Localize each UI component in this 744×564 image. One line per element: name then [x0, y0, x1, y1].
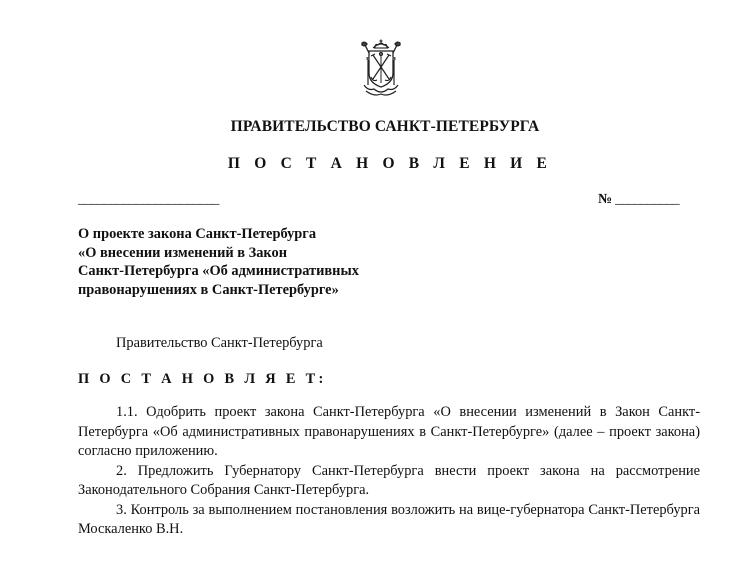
document-subject	[78, 225, 359, 299]
coat-of-arms-icon	[356, 39, 406, 101]
subject-line: «О внесении изменений в Закон	[78, 244, 287, 261]
decree-heading: П О С Т А Н О В Л Я Е Т:	[78, 371, 327, 387]
paragraph-2: 2. Предложить Губернатору Санкт-Петербурга внести проект закона на рассмотрение Законодательного Собрания Санкт-Петербурга.	[78, 462, 700, 498]
issuer-line: Правительство Санкт-Петербурга	[116, 335, 323, 351]
document-type-title: П О С Т А Н О В Л Е Н И Е	[227, 155, 553, 172]
government-title: ПРАВИТЕЛЬСТВО САНКТ-ПЕТЕРБУРГА	[230, 118, 540, 135]
subject-line: О проекте закона Санкт-Петербурга	[78, 226, 317, 242]
subject-line: правонарушениях в Санкт-Петербурге»	[78, 281, 339, 298]
subject-line: Санкт-Петербурга «Об административных	[78, 263, 359, 279]
number-sign: №	[598, 192, 613, 207]
document-body	[78, 403, 700, 540]
paragraph-3: 3. Контроль за выполнением постановления возложить на вице-губернатора Санкт-Петербурга Москаленко В.Н.	[78, 501, 700, 537]
number-blank: __________	[615, 192, 680, 207]
date-field: ______________________	[78, 192, 219, 207]
paragraph-1: 1.1. Одобрить проект закона Санкт-Петербурга «О внесении изменений в Закон Санкт-Петербурга «Об административных правонарушениях в Санкт-Петербурге» (далее – проект закона) согласно приложению.	[78, 404, 700, 459]
document-number-field	[598, 192, 679, 208]
